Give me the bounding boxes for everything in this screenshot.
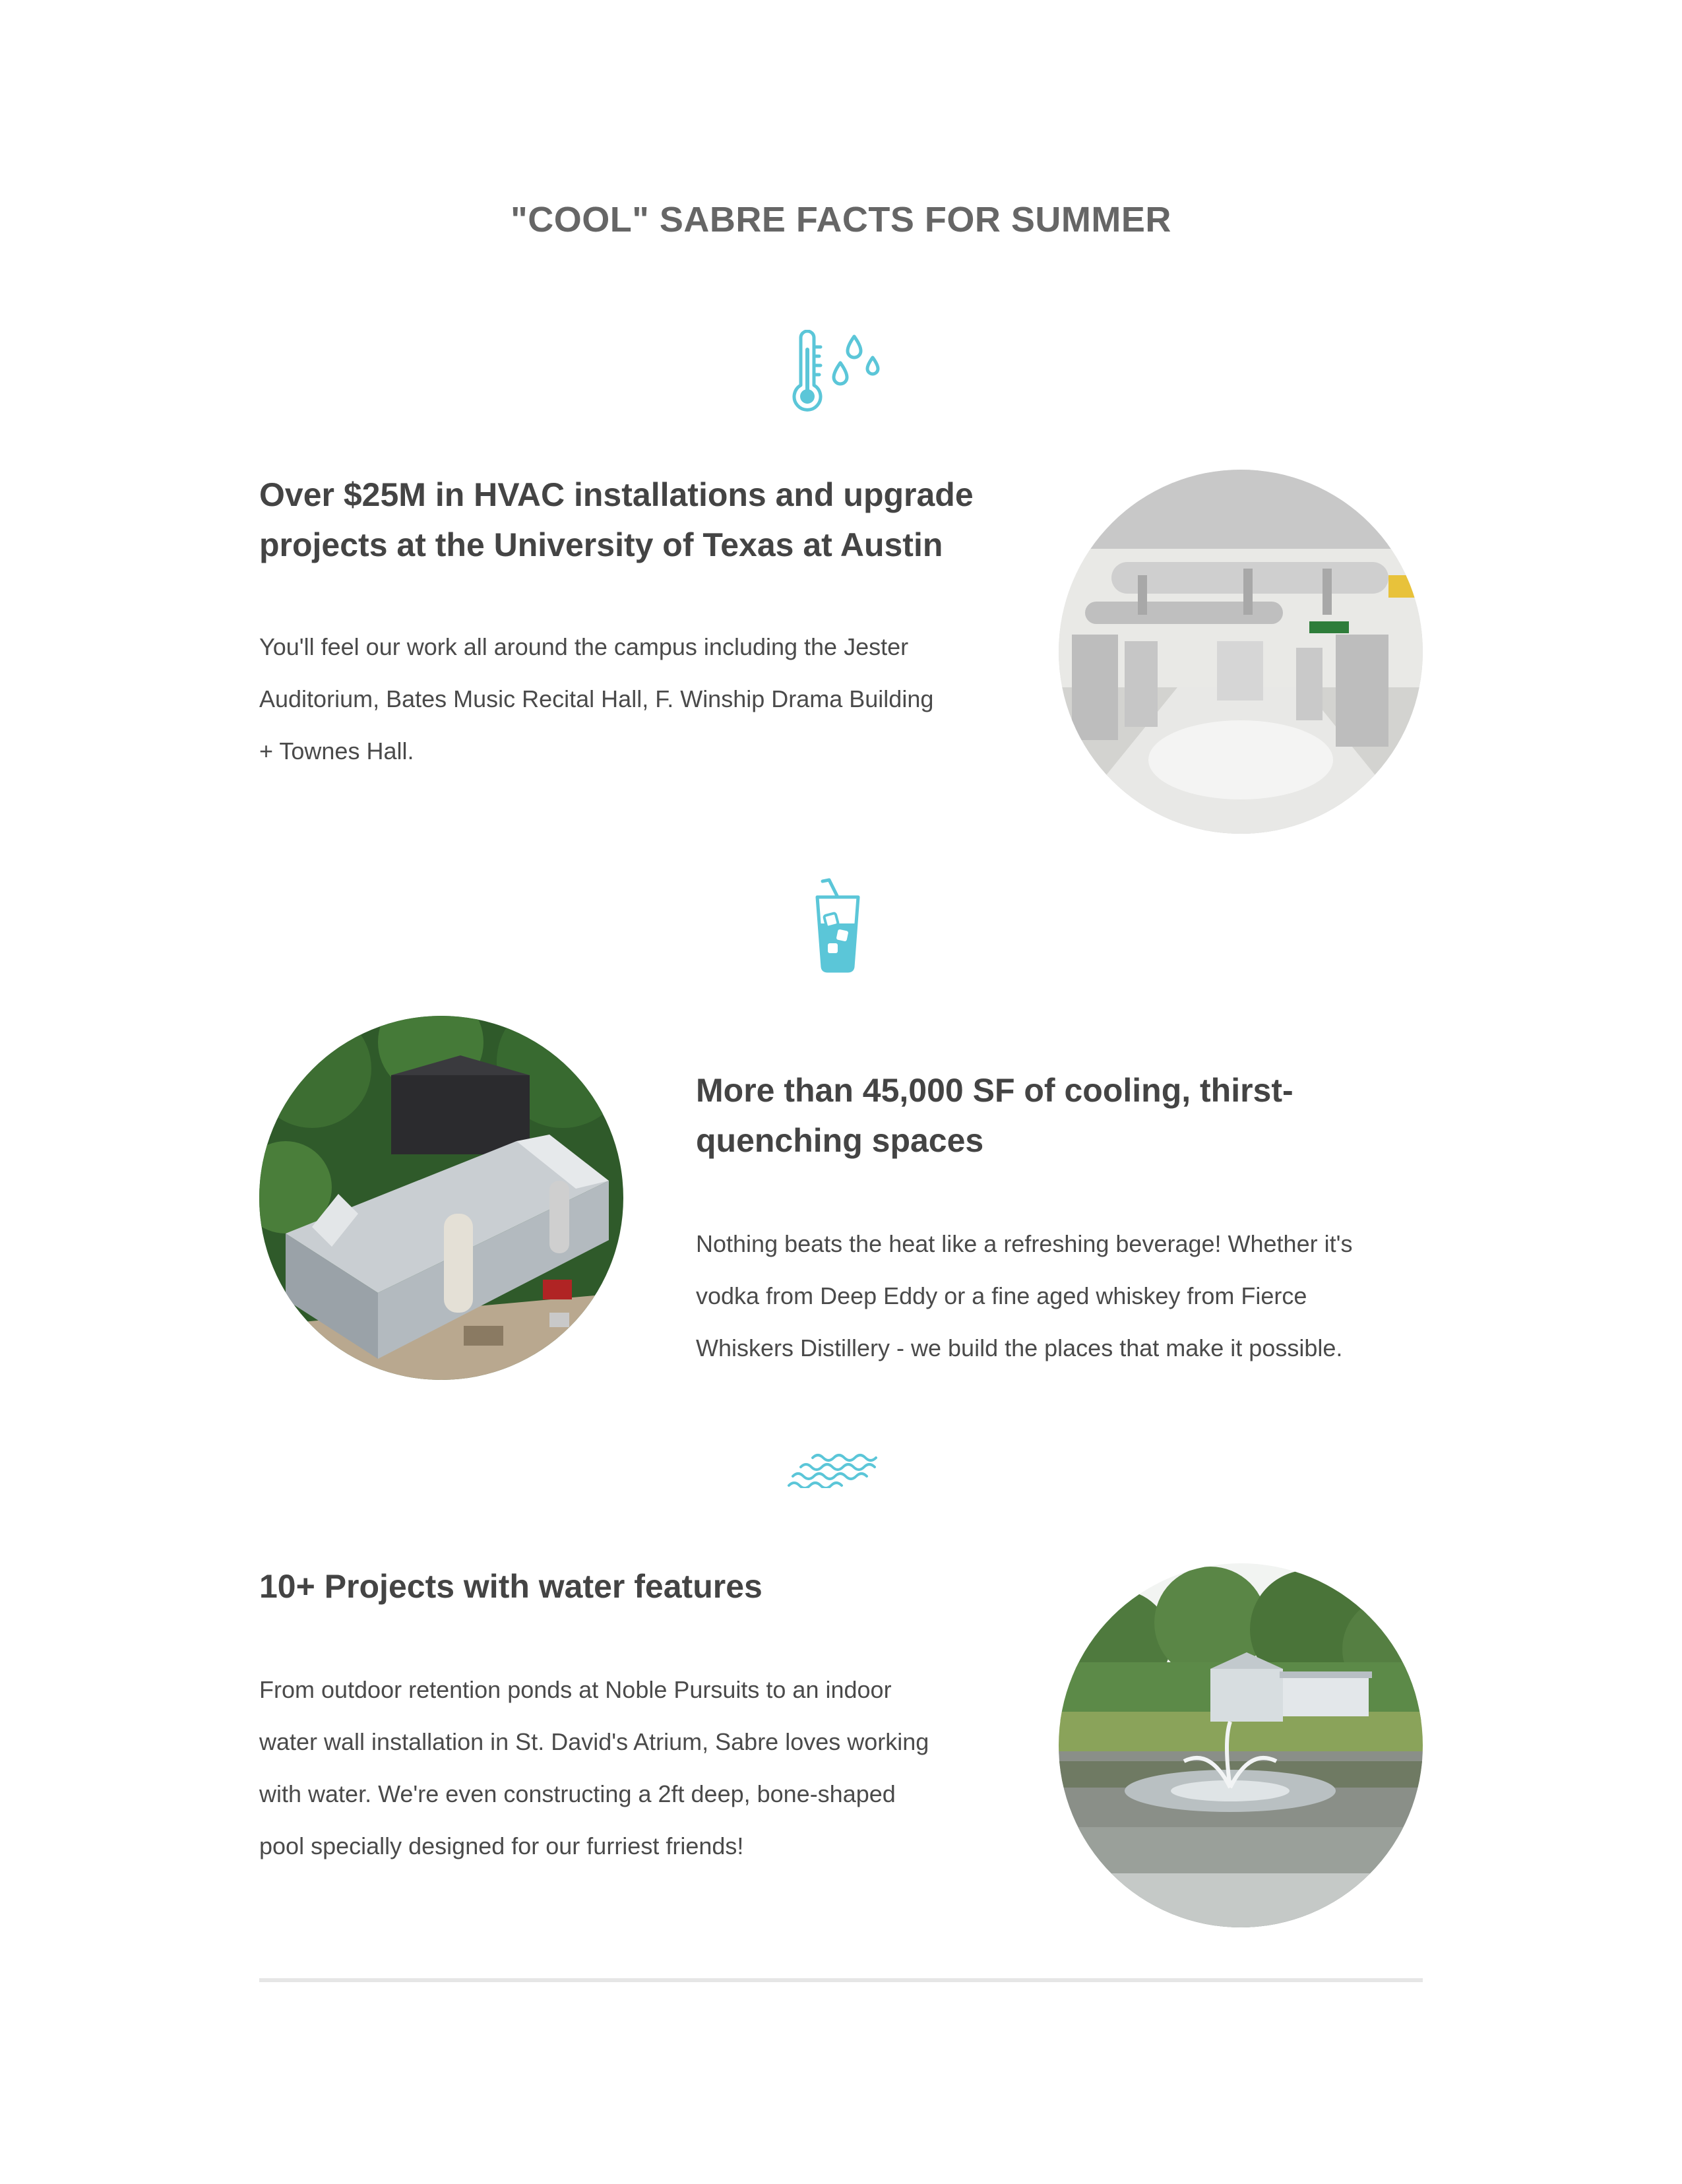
section-3-heading — [259, 1561, 1051, 1611]
footer-divider — [259, 1978, 1423, 1982]
section-2-heading — [696, 1065, 1448, 1166]
section-2-body-line-1: Nothing beats the heat like a refreshing beverage! Whether it's — [696, 1230, 1353, 1257]
section-3-body-line-4: pool specially designed for our furriest friends! — [259, 1832, 744, 1859]
section-3-body-line-3: with water. We're even constructing a 2ft deep, bone-shaped — [259, 1780, 896, 1807]
section-1-body-line-3: + Townes Hall. — [259, 737, 414, 764]
thermometer-droplets-icon — [786, 330, 892, 422]
iced-drink-icon — [808, 877, 867, 976]
section-1-heading-line-2: projects at the University of Texas at Austin — [259, 526, 943, 563]
page-title: "COOL" SABRE FACTS FOR SUMMER — [511, 200, 1171, 239]
pond-fountain-photo — [1059, 1563, 1423, 1927]
section-1-body-line-1: You'll feel our work all around the campus including the Jester — [259, 633, 909, 660]
section-2-heading-line-2: quenching spaces — [696, 1122, 984, 1159]
section-1-heading-line-1: Over $25M in HVAC installations and upgrade — [259, 476, 974, 513]
hvac-mechanical-room-photo — [1059, 470, 1423, 834]
water-waves-icon — [786, 1449, 895, 1488]
section-3-body — [259, 1664, 1051, 1872]
section-2-body — [696, 1218, 1448, 1374]
section-2-heading-line-1: More than 45,000 SF of cooling, thirst- — [696, 1072, 1293, 1109]
section-2-body-line-3: Whiskers Distillery - we build the places that make it possible. — [696, 1334, 1343, 1361]
section-1-body-line-2: Auditorium, Bates Music Recital Hall, F. Winship Drama Building — [259, 685, 934, 712]
section-1-body — [259, 621, 1051, 777]
section-1-heading — [259, 470, 1051, 570]
section-3-body-line-2: water wall installation in St. David's Atrium, Sabre loves working — [259, 1728, 929, 1755]
distillery-aerial-photo — [259, 1016, 623, 1380]
section-3-heading-line-1: 10+ Projects with water features — [259, 1568, 763, 1605]
section-2-body-line-2: vodka from Deep Eddy or a fine aged whiskey from Fierce — [696, 1282, 1307, 1309]
section-3-body-line-1: From outdoor retention ponds at Noble Pursuits to an indoor — [259, 1676, 892, 1703]
